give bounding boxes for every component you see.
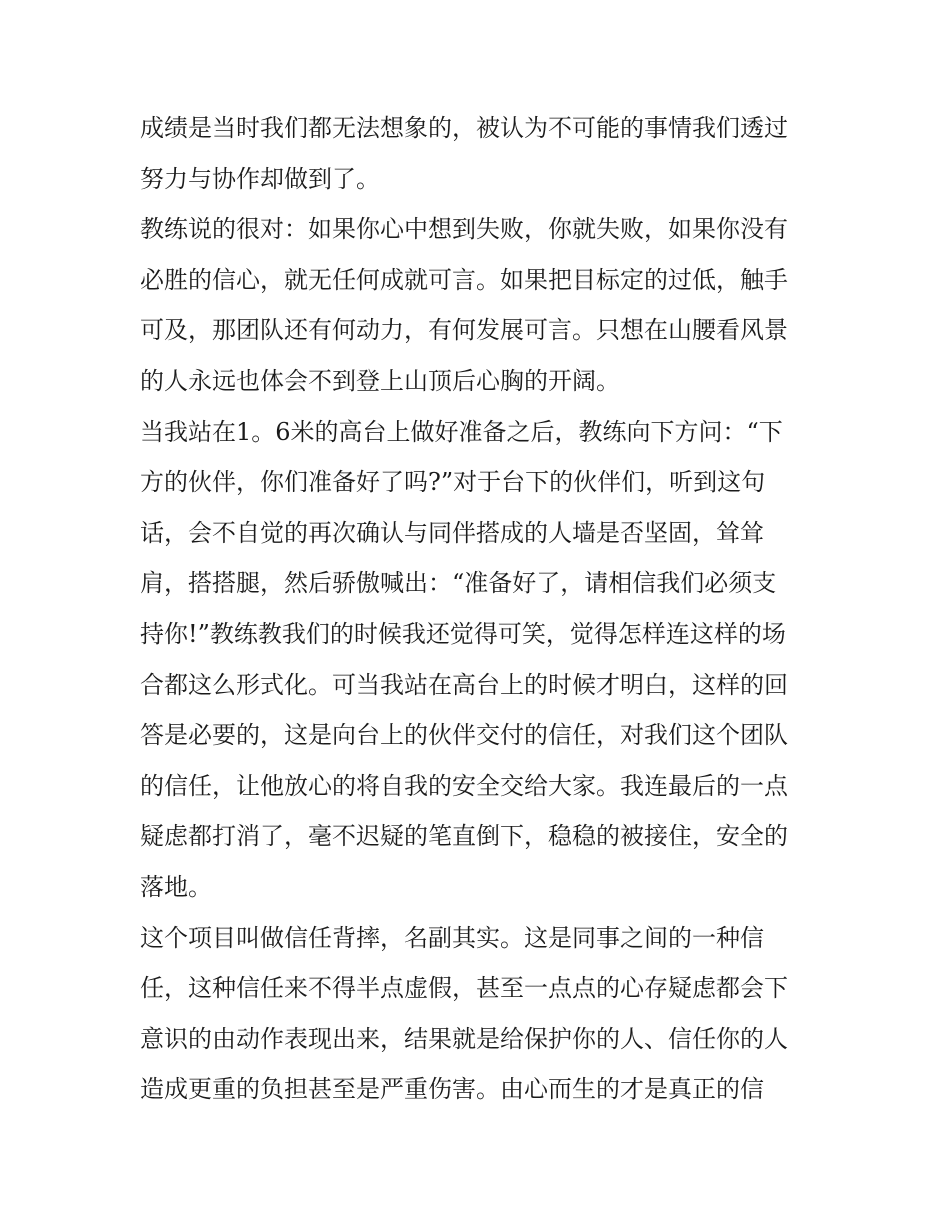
text-line: 疑虑都打消了，毫不迟疑的笔直倒下，稳稳的被接住，安全的 xyxy=(140,822,788,851)
text-line: 肩，搭搭腿，然后骄傲喊出：“准备好了，请相信我们必须支 xyxy=(140,569,777,598)
text-line: 话，会不自觉的再次确认与同伴搭成的人墙是否坚固，耸耸 xyxy=(140,518,764,547)
text-line: 任，这种信任来不得半点虚假，甚至一点点的心存疑虑都会下 xyxy=(140,974,788,1003)
text-line: 这个项目叫做信任背摔，名副其实。这是同事之间的一种信 xyxy=(140,923,764,952)
text-line: 合都这么形式化。可当我站在高台上的时候才明白，这样的回 xyxy=(140,670,788,699)
text-line: 持你!”教练教我们的时候我还觉得可笑，觉得怎样连这样的场 xyxy=(140,619,786,648)
text-line: 方的伙伴，你们准备好了吗?”对于台下的伙伴们，听到这句 xyxy=(140,468,766,497)
text-line: 可及，那团队还有何动力，有何发展可言。只想在山腰看风景 xyxy=(140,316,788,345)
text-line: 当我站在1。6米的高台上做好准备之后，教练向下方问：“下 xyxy=(140,417,783,446)
text-line: 努力与协作却做到了。 xyxy=(140,164,380,193)
text-line: 答是必要的，这是向台上的伙伴交付的信任，对我们这个团队 xyxy=(140,721,788,750)
text-line: 造成更重的负担甚至是严重伤害。由心而生的才是真正的信 xyxy=(140,1075,764,1104)
text-line: 意识的由动作表现出来，结果就是给保护你的人、信任你的人 xyxy=(140,1024,788,1053)
text-line: 成绩是当时我们都无法想象的，被认为不可能的事情我们透过 xyxy=(140,114,788,142)
text-line: 必胜的信心，就无任何成就可言。如果把目标定的过低，触手 xyxy=(140,265,788,294)
text-line: 落地。 xyxy=(140,872,212,901)
text-line: 教练说的很对：如果你心中想到失败，你就失败，如果你没有 xyxy=(140,215,788,244)
text-line: 的人永远也体会不到登上山顶后心胸的开阔。 xyxy=(140,366,620,395)
text-line: 的信任，让他放心的将自我的安全交给大家。我连最后的一点 xyxy=(140,771,788,800)
document-body xyxy=(140,103,830,1115)
